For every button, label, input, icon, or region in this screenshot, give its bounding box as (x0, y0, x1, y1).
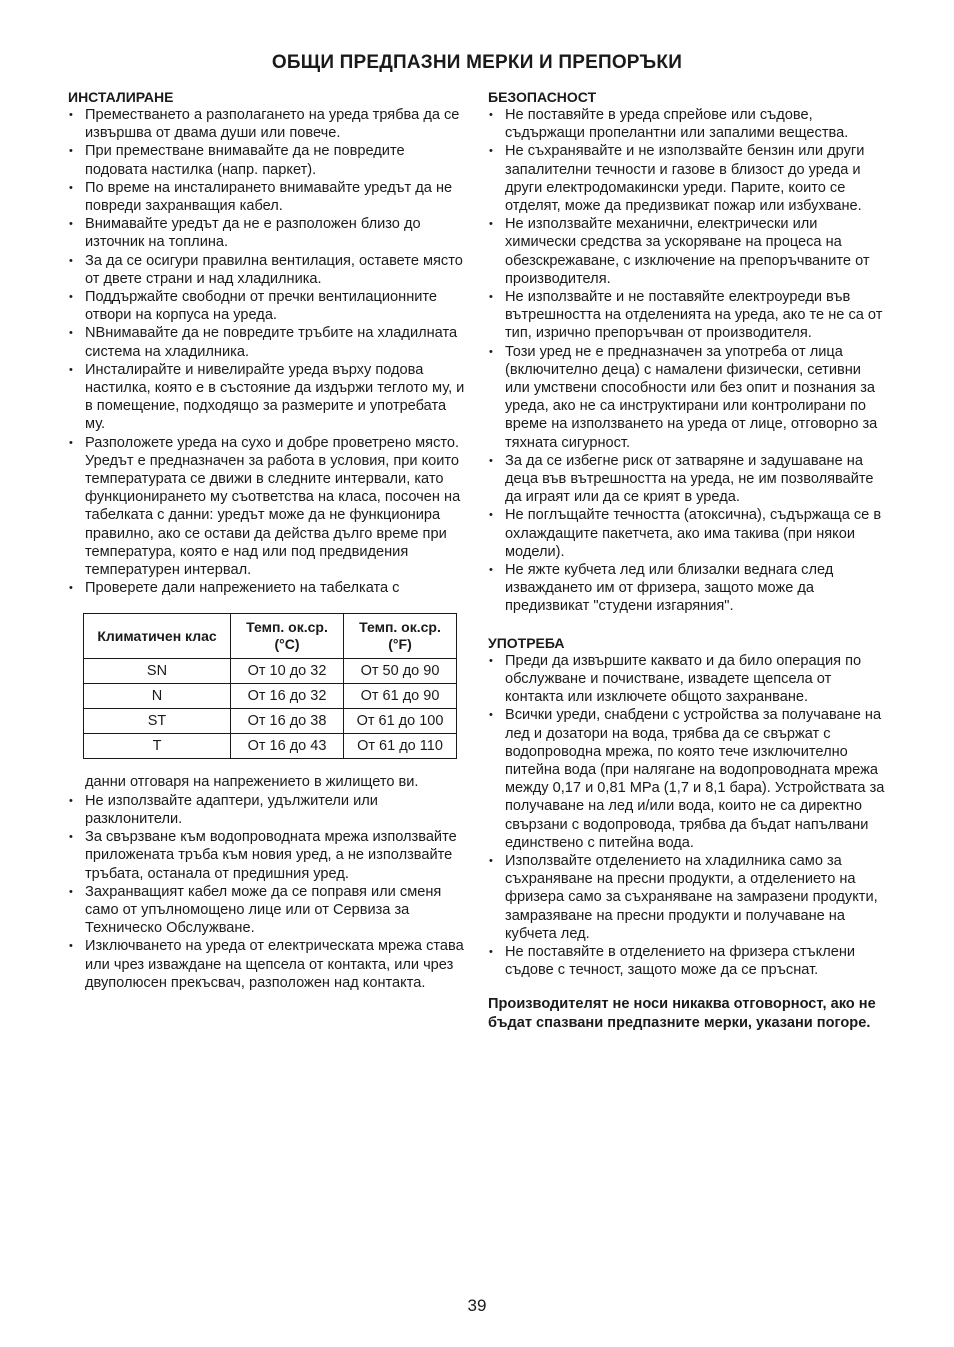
list-item: • Преместването а разполагането на уреда трябва да се извършва от двама души или повече. (69, 107, 460, 142)
list-item: • Не поставяйте в отделението на фризера стъклени съдове с течност, защото може да се пръснат. (489, 943, 856, 979)
list-item: • За свързване към водопроводната мрежа използвайте приложената тръба към новия уред, а не използвайте тръбата, останала от предишния уред. (69, 829, 457, 882)
usage-list (488, 652, 888, 980)
list-item: • Преди да извършите каквато и да било операция по обслужване и почистване, извадете щепсела от контакта или изключете общото захранване. (489, 652, 862, 706)
bullet-icon: • (489, 109, 493, 121)
bullet-icon: • (489, 454, 493, 467)
list-item: • Не използвайте адаптери, удължители или разклонители. (69, 792, 378, 827)
bullet-icon: • (69, 582, 73, 595)
bullet-icon: • (489, 709, 493, 722)
list-item: • По време на инсталирането внимавайте уредът да не повреди захранващия кабел. (69, 179, 453, 215)
list-item: • Не поглъщайте течността (атоксична), съдържаща се в охлаждащите пакетчета, ако има такива (при някои модели). (489, 507, 882, 560)
install-list-continued (68, 792, 468, 992)
right-column (488, 88, 888, 1046)
bullet-icon: • (489, 291, 493, 304)
bullet-icon: • (489, 945, 493, 958)
table-cell: SN (84, 659, 231, 684)
safety-heading: БЕЗОПАСНОСТ (488, 89, 597, 105)
table-row (84, 734, 457, 759)
list-item: • Проверете дали напрежението на табелката с (69, 580, 400, 597)
bullet-icon: • (489, 218, 493, 231)
list-item: • Поддържайте свободни от пречки вентилационните отвори на корпуса на уреда. (69, 289, 438, 324)
table-row (84, 659, 457, 684)
table-cell: ST (84, 709, 231, 734)
bullet-icon: • (489, 564, 493, 577)
bullet-icon: • (69, 363, 73, 376)
table-cell: От 61 до 100 (344, 709, 457, 734)
bullet-icon: • (489, 854, 493, 867)
bullet-icon: • (69, 145, 73, 158)
list-item: • Този уред не е предназначен за употреба от лица (включително деца) с намалени физически, сетивни или умствени способности или без опит и познания за уреда, ако не са инструктирани или контролирани по време на използването на уреда от лице, отговорно за тяхната сигурност. (489, 343, 878, 451)
voltage-continuation: данни отговаря на напрежението в жилището ви. (85, 774, 419, 791)
list-item: • Не съхранявайте и не използвайте бензин или други запалителни течности и газове в близост до уреда и други електродомакински уреди. Парите, които се отделят, може да предизвикат пожар или избухване. (489, 143, 865, 215)
table-cell: T (84, 734, 231, 759)
bullet-icon: • (489, 654, 493, 667)
list-item: • Инсталирайте и нивелирайте уреда върху подова настилка, която е в състояние да издържи теглото му, и в помещение, подходящо за размерите и употребата му. (69, 361, 465, 433)
install-list (68, 106, 468, 597)
list-item: • NВнимавайте да не повредите тръбите на хладилната система на хладилника. (69, 325, 458, 360)
install-heading: ИНСТАЛИРАНЕ (68, 89, 174, 105)
bullet-icon: • (69, 218, 73, 231)
bullet-icon: • (489, 345, 493, 358)
bullet-icon: • (69, 940, 73, 953)
table-cell: От 16 до 38 (231, 709, 344, 734)
list-item: • Не използвайте и не поставяйте електроуреди във вътрешността на отделенията на уреда, ако те не са от тип, изрично препоръчван от производителя. (489, 289, 883, 342)
list-item: • Не поставяйте в уреда спрейове или съдове, съдържащи пропелантни или запалими вещества. (489, 107, 849, 142)
page-number: 39 (467, 1296, 487, 1315)
list-item: • Захранващият кабел може да се поправя или сменя само от упълномощено лице или от Сервиза за Техническо Обслужване. (69, 883, 442, 937)
list-item: • Внимавайте уредът да не е разположен близо до източник на топлина. (69, 216, 421, 251)
list-item: • Не яжте кубчета лед или близалки веднага след изваждането им от фризера, защото може да предизвикат "студени изгаряния". (489, 562, 834, 615)
table-header: Климатичен клас (84, 614, 231, 659)
table-header-row (84, 614, 457, 659)
list-item: • Всички уреди, снабдени с устройства за получаване на лед и дозатори на вода, трябва да се свържат с водопроводна мрежа, по която тече изключително питейна вода (при налягане на водопроводната мрежа между 0,17 и 0,81 MPa (1,7 и 8,1 бара). Устройствата за получаване на лед и/или вода, които не са директно свързани с водопровода, трябва да бъдат напълвани единствено с питейна вода. (489, 707, 885, 851)
bullet-icon: • (69, 327, 73, 340)
left-column (68, 88, 468, 992)
table-cell: От 61 до 90 (344, 684, 457, 709)
bullet-icon: • (489, 145, 493, 158)
table-cell: N (84, 684, 231, 709)
list-item: • Изключването на уреда от електрическата мрежа става или чрез изваждане на щепсела от контакта, или чрез двуполюсен прекъсвач, разположен над контакта. (69, 938, 464, 991)
table-cell: От 50 до 90 (344, 659, 457, 684)
bullet-icon: • (69, 794, 73, 807)
bullet-icon: • (489, 509, 493, 522)
table-header: Темп. ок.ср. (°F) (344, 614, 457, 659)
safety-list (488, 106, 888, 616)
bullet-icon: • (69, 291, 73, 304)
bullet-icon: • (69, 254, 73, 267)
table-header: Темп. ок.ср. (°C) (231, 614, 344, 659)
bullet-icon: • (69, 181, 73, 194)
list-item: • Не използвайте механични, електрически или химически средства за ускоряване на процеса на обезскрежаване, с изключение на препоръчваните от производителя. (489, 216, 870, 287)
table-cell: От 10 до 32 (231, 659, 344, 684)
bullet-icon: • (69, 831, 73, 844)
table-row (84, 709, 457, 734)
table-cell: От 16 до 43 (231, 734, 344, 759)
list-item: • За да се избегне риск от затваряне и задушаване на деца във вътрешността на уреда, не им позволявайте да играят или да се крият в уреда. (489, 452, 874, 506)
bullet-icon: • (69, 109, 73, 121)
table-row (84, 684, 457, 709)
section-spacer (488, 616, 888, 634)
list-item: • Използвайте отделението на хладилника само за съхраняване на пресни продукти, а отделението на фризера само за съхраняване на замразени продукти, замразяване на пресни продукти и получаване на кубчета лед. (489, 852, 878, 942)
list-item: • За да се осигури правилна вентилация, оставете място от двете страни и над хладилника. (69, 252, 463, 287)
table-cell: От 16 до 32 (231, 684, 344, 709)
page-title: ОБЩИ ПРЕДПАЗНИ МЕРКИ И ПРЕПОРЪКИ (271, 52, 683, 73)
list-item: • При преместване внимавайте да не повредите подовата настилка (напр. паркет). (69, 143, 405, 178)
climate-class-table (83, 613, 457, 759)
table-cell: От 61 до 110 (344, 734, 457, 759)
bullet-icon: • (69, 436, 73, 449)
list-item: • Разположете уреда на сухо и добре проветрено място. Уредът е предназначен за работа в условия, при които температурата се движи в следните интервали, като функционирането му съответства на класа, посочен на табелката с данни: уредът може да не функционира правилно, ако се остави да действа дълго време при температура, която е над или под предвидения температурен интервал. (69, 434, 461, 579)
disclaimer: Производителят не носи никаква отговорност, ако не бъдат спазвани предпазните мерки, указани погоре. (488, 996, 876, 1031)
bullet-icon: • (69, 885, 73, 898)
usage-heading: УПОТРЕБА (488, 634, 565, 651)
